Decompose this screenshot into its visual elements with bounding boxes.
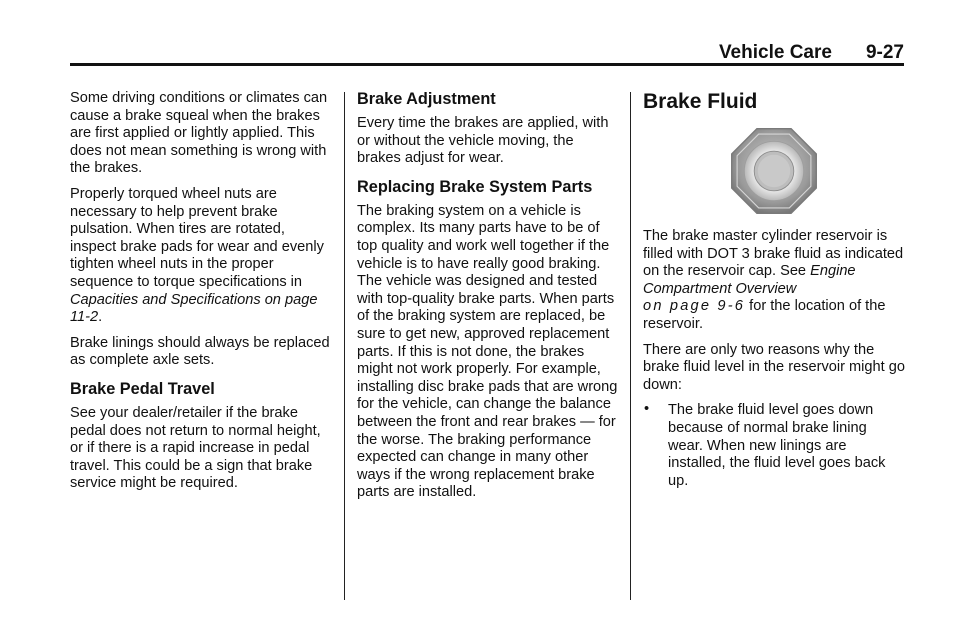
wheel-nuts-paragraph	[70, 186, 332, 327]
brake-squeal-paragraph: Some driving conditions or climates can cause a brake squeal when the brakes are first applied or lightly applied. This does not mean something is wrong with the brakes.	[70, 90, 328, 177]
engine-compartment-reference-link[interactable]: Engine Compartment Overview	[643, 263, 856, 297]
brake-fluid-heading: Brake Fluid	[643, 90, 758, 113]
reservoir-paragraph	[643, 228, 905, 334]
reservoir-text: The brake master cylinder reservoir is filled with DOT 3 brake fluid as indicated on the reservoir cap. See	[643, 228, 904, 280]
brake-pedal-travel-heading: Brake Pedal Travel	[70, 379, 215, 398]
list-item	[643, 402, 905, 490]
replacing-parts-heading: Replacing Brake System Parts	[357, 177, 593, 196]
column-1	[70, 90, 332, 501]
pedal-travel-paragraph: See your dealer/retailer if the brake pedal does not return to normal height, or if there is a rapid increase in pedal travel. This could be a sign that brake service might be required.	[70, 404, 321, 492]
brake-adjustment-heading: Brake Adjustment	[357, 90, 496, 108]
reasons-list	[643, 402, 905, 490]
page-number: 9-27	[865, 42, 904, 63]
brake-fluid-figure	[643, 126, 905, 216]
wheel-nuts-end: .	[98, 309, 103, 326]
linings-paragraph: Brake linings should always be replaced as complete axle sets.	[70, 334, 330, 369]
column-2	[357, 90, 619, 510]
section-title: Vehicle Care	[718, 42, 832, 63]
list-item-text: The brake fluid level goes down because of normal brake lining wear. When new linings are installed, the fluid level goes back up.	[668, 402, 886, 489]
column-3	[643, 90, 905, 490]
bullet-symbol: •	[644, 401, 650, 418]
column-divider-1	[344, 92, 345, 600]
reservoir-end: for the location of the reservoir.	[643, 298, 886, 332]
page-reference-link[interactable]: on page 9-6	[643, 298, 746, 315]
column-divider-2	[630, 92, 631, 600]
brake-fluid-cap-icon	[729, 126, 819, 216]
adjustment-paragraph: Every time the brakes are applied, with or without the vehicle moving, the brakes adjust for wear.	[357, 115, 609, 167]
reasons-paragraph: There are only two reasons why the brake fluid level in the reservoir might go down:	[643, 341, 906, 393]
page-header	[70, 38, 904, 64]
replacing-parts-paragraph: The braking system on a vehicle is complex. Its many parts have to be of top quality and work well together if the vehicle is to have really good braking. The vehicle was designed and tested with top-quality brake parts. When parts of the braking system are replaced, be sure to get new, approved replacement parts. If this is not done, the brakes might not work properly. For example, installing disc brake pads that are wrong for the vehicle, can change the balance between the front and rear brakes — for the worse. The braking performance expected can change in many other ways if the wrong replacement brake parts are installed.	[357, 202, 618, 501]
wheel-nuts-text: Properly torqued wheel nuts are necessary to help prevent brake pulsation. When tires are rotated, inspect brake pads for wear and evenly tighten wheel nuts in the proper sequence to torque specifications in	[70, 185, 324, 290]
header-rule	[70, 63, 904, 66]
capacities-reference-link[interactable]: Capacities and Specifications on page 11-2	[70, 291, 318, 326]
